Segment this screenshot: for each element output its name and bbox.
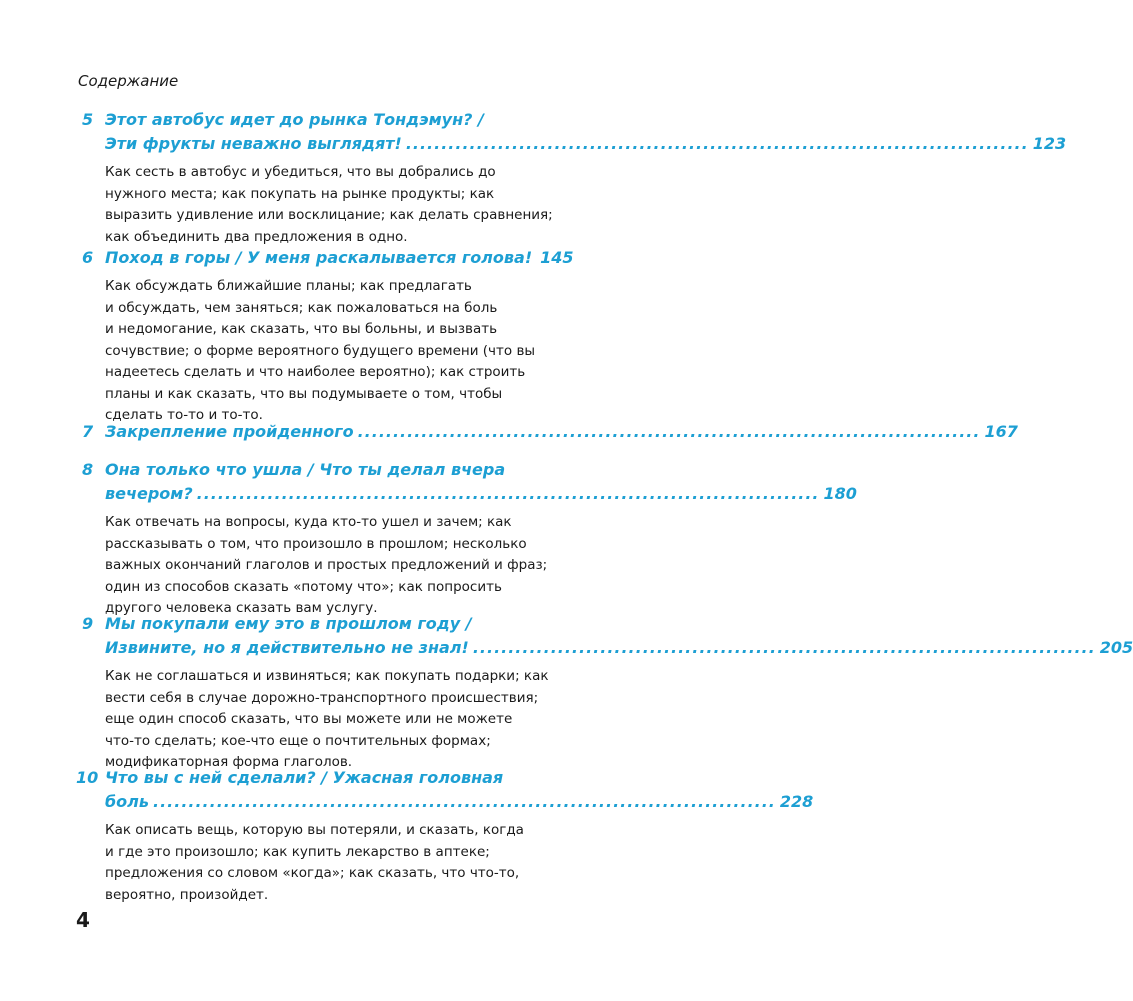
chapter-title[interactable] bbox=[105, 458, 857, 506]
page-number: 4 bbox=[76, 908, 90, 932]
chapter-page: 228 bbox=[779, 792, 814, 811]
description-line: выразить удивление или восклицание; как делать сравнения; bbox=[105, 207, 553, 223]
description-line: Как сесть в автобус и убедиться, что вы добрались до bbox=[105, 164, 496, 180]
chapter-title-line: Закрепление пройденного bbox=[105, 422, 354, 441]
chapter-title[interactable] bbox=[105, 108, 1067, 156]
description-line: Как обсуждать ближайшие планы; как предлагать bbox=[105, 278, 472, 294]
description-line: другого человека сказать вам услугу. bbox=[105, 600, 378, 616]
chapter-title[interactable] bbox=[105, 246, 574, 270]
chapter-number: 6 bbox=[82, 248, 94, 267]
description-line: сочувствие; о форме вероятного будущего времени (что вы bbox=[105, 342, 536, 359]
description-line: что-то сделать; кое-что еще о почтительных формах; bbox=[105, 732, 491, 749]
description-line: Как описать вещь, которую вы потеряли, и сказать, когда bbox=[105, 822, 524, 838]
description-line: и недомогание, как сказать, что вы больны, и вызвать bbox=[105, 321, 498, 337]
leader-dots: ........................................................................................ bbox=[357, 422, 981, 441]
chapter-title-line: Извините, но я действительно не знал! bbox=[105, 638, 469, 657]
chapter-description bbox=[105, 666, 560, 774]
description-line: сделать то-то и то-то. bbox=[105, 407, 263, 423]
chapter-number: 8 bbox=[82, 460, 94, 479]
chapter-title[interactable] bbox=[105, 420, 1018, 444]
chapter-description bbox=[105, 162, 560, 248]
description-line: еще один способ сказать, что вы можете или не можете bbox=[105, 711, 513, 727]
description-line: как объединить два предложения в одно. bbox=[105, 228, 408, 245]
description-line: планы и как сказать, что вы подумываете о том, чтобы bbox=[105, 385, 503, 402]
chapter-page: 145 bbox=[540, 248, 574, 267]
chapter-number: 9 bbox=[82, 614, 94, 633]
chapter-number: 7 bbox=[82, 422, 94, 441]
description-line: модификаторная форма глаголов. bbox=[105, 754, 353, 770]
chapter-number: 5 bbox=[82, 110, 94, 129]
description-line: один из способов сказать «потому что»; как попросить bbox=[105, 578, 502, 595]
chapter-title[interactable] bbox=[105, 766, 814, 814]
chapter-description bbox=[105, 820, 560, 906]
description-line: важных окончаний глаголов и простых предложений и фраз; bbox=[105, 557, 548, 573]
chapter-title-line: вечером? bbox=[105, 484, 193, 503]
description-line: нужного места; как покупать на рынке продукты; как bbox=[105, 185, 495, 202]
chapter-title-line: Мы покупали ему это в прошлом году / bbox=[105, 614, 472, 633]
chapter-title-line: боль bbox=[105, 792, 149, 811]
description-line: предложения со словом «когда»; как сказать, что что-то, bbox=[105, 865, 520, 881]
chapter-description bbox=[105, 512, 560, 620]
chapter-title-line: Она только что ушла / Что ты делал вчера bbox=[105, 460, 506, 479]
chapter-description bbox=[105, 276, 560, 427]
description-line: и где это произошло; как купить лекарство в аптеке; bbox=[105, 843, 490, 860]
leader-dots: ........................................................................................ bbox=[196, 484, 820, 503]
toc-header: Содержание bbox=[78, 72, 179, 90]
leader-dots: ........................................................................................ bbox=[153, 792, 776, 811]
chapter-page: 180 bbox=[823, 484, 857, 503]
chapter-page: 167 bbox=[984, 422, 1018, 441]
description-line: Как не соглашаться и извиняться; как покупать подарки; как bbox=[105, 668, 549, 684]
chapter-title-line: Эти фрукты неважно выглядят! bbox=[105, 134, 402, 153]
chapter-title-line: Что вы с ней сделали? / Ужасная головная bbox=[105, 768, 504, 787]
chapter-page: 205 bbox=[1099, 638, 1133, 657]
chapter-title-line: Этот автобус идет до рынка Тондэмун? / bbox=[105, 110, 484, 129]
chapter-title-line: Поход в горы / У меня раскалывается голова! bbox=[105, 248, 533, 267]
description-line: Как отвечать на вопросы, куда кто-то ушел и зачем; как bbox=[105, 514, 512, 530]
chapter-title[interactable] bbox=[105, 612, 1133, 660]
leader-dots: ........................................................................................ bbox=[405, 134, 1029, 153]
description-line: вероятно, произойдет. bbox=[105, 886, 269, 903]
chapter-page: 123 bbox=[1032, 134, 1067, 153]
description-line: вести себя в случае дорожно-транспортного происшествия; bbox=[105, 689, 539, 706]
leader-dots: ........................................................................................ bbox=[472, 638, 1096, 657]
chapter-number: 10 bbox=[76, 768, 99, 787]
description-line: рассказывать о том, что произошло в прошлом; несколько bbox=[105, 535, 527, 552]
description-line: и обсуждать, чем заняться; как пожаловаться на боль bbox=[105, 299, 498, 316]
description-line: надеетесь сделать и что наиболее вероятно); как строить bbox=[105, 364, 526, 380]
